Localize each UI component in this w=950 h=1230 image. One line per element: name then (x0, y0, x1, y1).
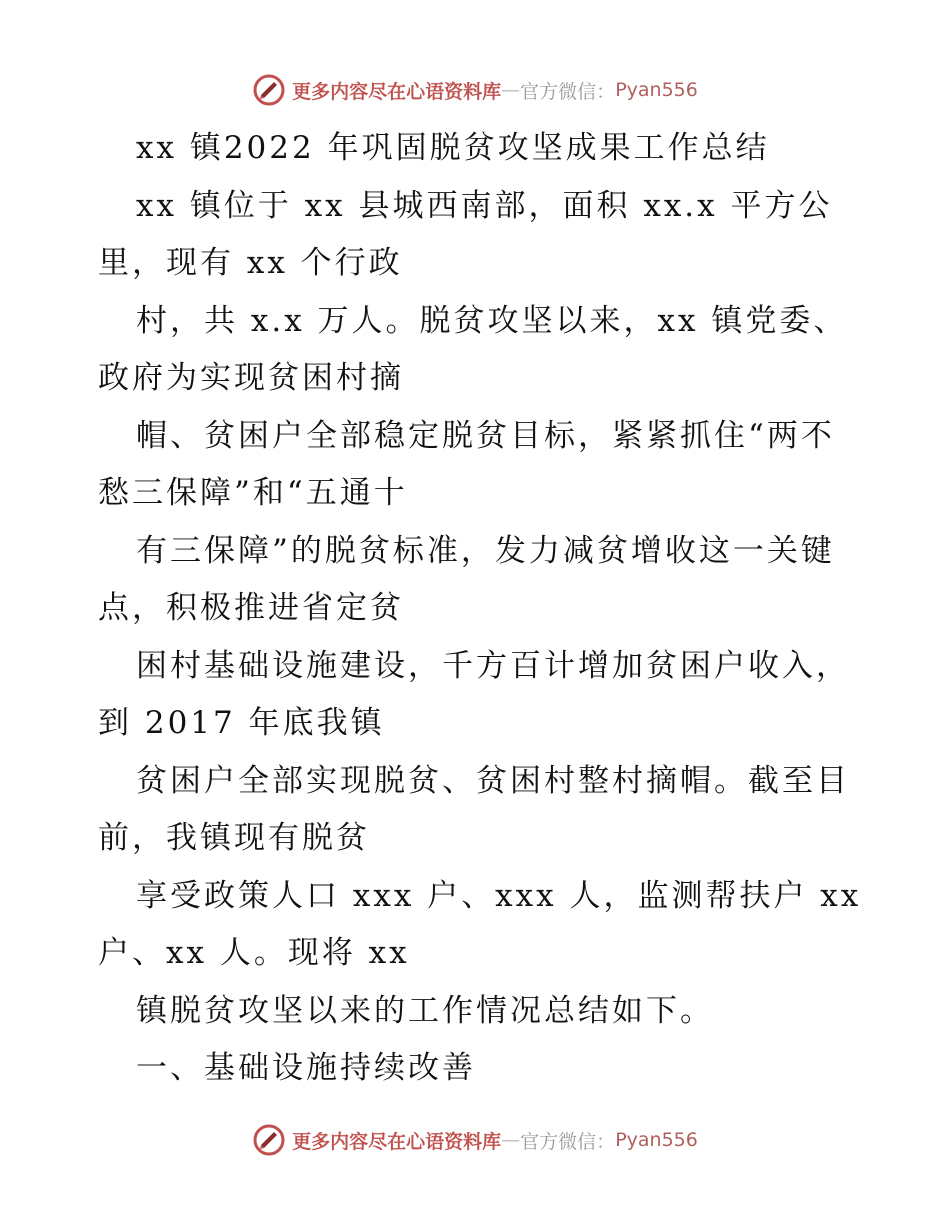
watermark-brand: 更多内容尽在心语资料库 (292, 80, 502, 103)
document-body (0, 120, 950, 1098)
text-line: 帽、贫困户全部稳定脱贫目标，紧紧抓住“两不 (136, 417, 835, 454)
text-line: 有三保障”的脱贫标准，发力减贫增收这一关键 (136, 532, 835, 569)
watermark-official-label: 官方微信： (520, 80, 616, 103)
text-line: 户、xx 人。现将 xx (98, 935, 410, 971)
brand-logo-icon (252, 73, 286, 107)
text-line: 村，共 x.x 万人。脱贫攻坚以来，xx 镇党委、 (136, 302, 848, 339)
watermark-separator: — (501, 1129, 521, 1151)
text-line: 政府为实现贫困村摘 (98, 360, 404, 396)
text-line: xx 镇位于 xx 县城西南部，面积 xx.x 平方公 (136, 187, 833, 224)
footer-watermark (0, 1120, 950, 1160)
text-line: 前，我镇现有脱贫 (98, 820, 370, 856)
watermark-separator: — (501, 79, 521, 101)
section-heading: 一、基础设施持续改善 (136, 1050, 476, 1086)
watermark-account: Pyan556 (615, 1129, 698, 1151)
text-line: 镇脱贫攻坚以来的工作情况总结如下。 (136, 992, 714, 1029)
watermark-account: Pyan556 (615, 79, 698, 101)
document-title: xx 镇2022 年巩固脱贫攻坚成果工作总结 (136, 130, 770, 166)
text-line: 里，现有 xx 个行政 (98, 245, 403, 281)
text-line: 困村基础设施建设，千方百计增加贫困户收入， (136, 647, 850, 684)
text-line: 点，积极推进省定贫 (98, 590, 404, 626)
brand-logo-icon (252, 1123, 286, 1157)
header-watermark (0, 70, 950, 110)
text-line: 愁三保障”和“五通十 (98, 475, 408, 511)
text-line: 到 2017 年底我镇 (98, 705, 385, 741)
watermark-official-label: 官方微信： (520, 1130, 616, 1153)
text-line: 贫困户全部实现脱贫、贫困村整村摘帽。截至目 (136, 762, 850, 799)
text-line: 享受政策人口 xxx 户、xxx 人，监测帮扶户 xx (136, 877, 862, 914)
watermark-brand: 更多内容尽在心语资料库 (292, 1130, 502, 1153)
